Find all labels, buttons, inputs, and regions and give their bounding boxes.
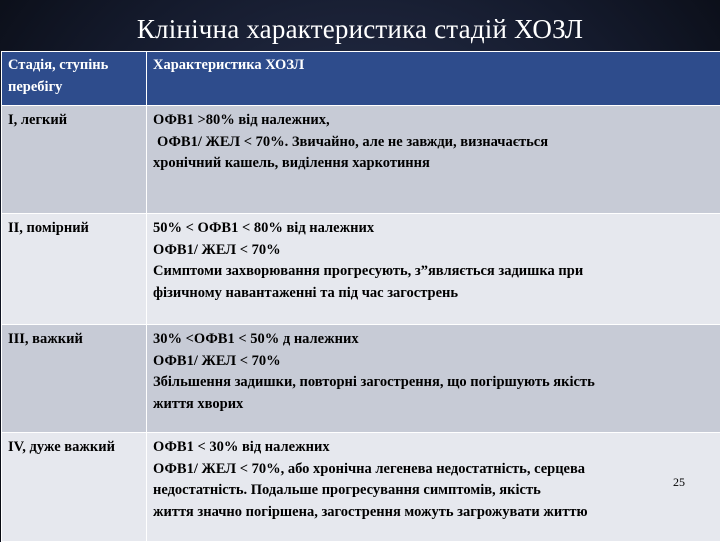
characteristic-line: життя значно погіршена, загострення можуть загрожувати життю: [153, 502, 714, 524]
characteristic-line: недостатність. Подальше прогресування симптомів, якість: [153, 480, 714, 502]
characteristic-line: ОФВ1 < 30% від належних: [153, 437, 714, 459]
table-header-row: [2, 52, 720, 106]
slide-number: 25: [673, 475, 685, 490]
characteristic-cell: [147, 106, 720, 214]
characteristic-line: ОФВ1 >80% від належних,: [153, 110, 714, 132]
copd-stages-table: [1, 51, 720, 542]
characteristic-line: 30% <ОФВ1 < 50% д належних: [153, 329, 714, 351]
slide-title: Клінічна характеристика стадій ХОЗЛ: [0, 14, 720, 45]
stage-cell: IV, дуже важкий: [2, 433, 147, 542]
characteristic-line: ОФВ1/ ЖЕЛ < 70%: [153, 240, 714, 262]
characteristic-line: 50% < ОФВ1 < 80% від належних: [153, 218, 714, 240]
characteristic-line: Симптоми захворювання прогресують, з”являється задишка при: [153, 261, 714, 283]
stage-cell: I, легкий: [2, 106, 147, 214]
characteristic-cell: [147, 325, 720, 433]
characteristic-line: хронічний кашель, виділення харкотиння: [153, 153, 714, 175]
table-row: [2, 325, 720, 433]
stage-cell: III, важкий: [2, 325, 147, 433]
characteristic-line: фізичному навантаженні та під час загострень: [153, 283, 714, 305]
header-stage: Стадія, ступінь перебігу: [2, 52, 147, 106]
characteristic-line: Збільшення задишки, повторні загострення, що погіршують якість: [153, 372, 714, 394]
table-row: [2, 214, 720, 325]
characteristic-cell: [147, 214, 720, 325]
table-row: [2, 433, 720, 542]
characteristic-cell: [147, 433, 720, 542]
characteristic-line: ОФВ1/ ЖЕЛ < 70%: [153, 351, 714, 373]
stage-cell: II, помірний: [2, 214, 147, 325]
table-row: [2, 106, 720, 214]
header-characteristic: Характеристика ХОЗЛ: [147, 52, 720, 106]
characteristic-line: ОФВ1/ ЖЕЛ < 70%, або хронічна легенева недостатність, серцева: [153, 459, 714, 481]
characteristic-line: життя хворих: [153, 394, 714, 416]
characteristic-line: ОФВ1/ ЖЕЛ < 70%. Звичайно, але не завжди, визначається: [153, 132, 714, 154]
